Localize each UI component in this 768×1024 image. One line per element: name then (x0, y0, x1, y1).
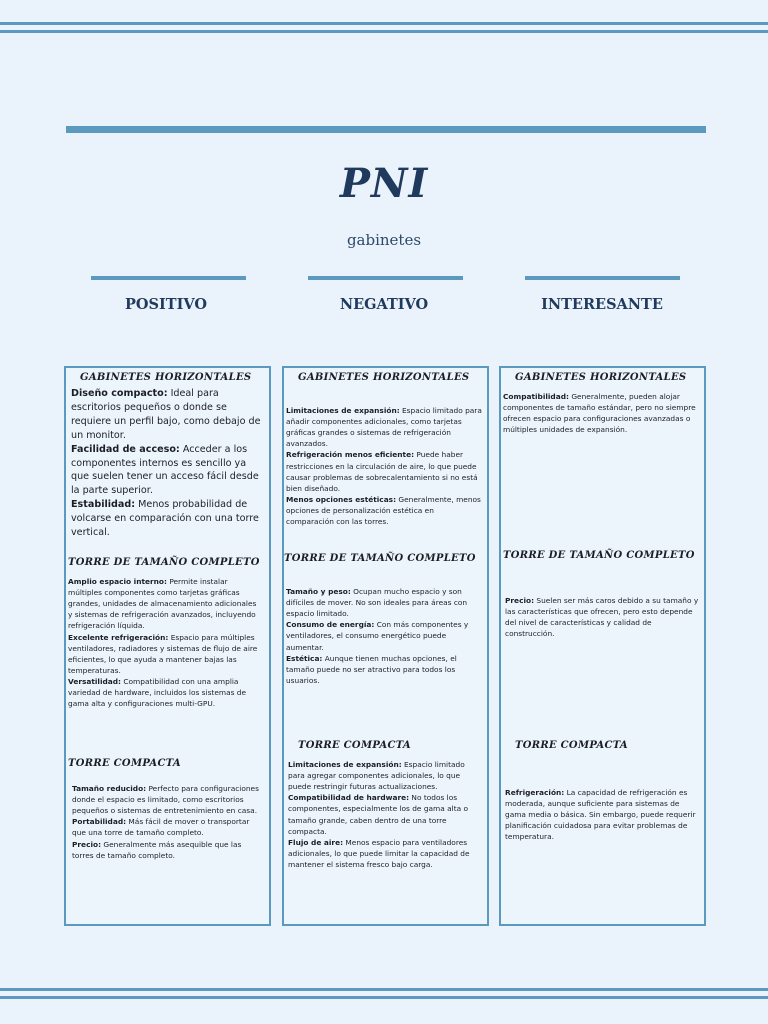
list-item (286, 619, 483, 652)
title-divider (66, 126, 706, 133)
item-text: Ideal para escritorios pequeños o donde se requiere un perfil bajo, como debajo de un monitor. (71, 388, 261, 441)
item-text: No todos los componentes, especialmente los de gama alta o tamaño grande, caben dentro de una torre compacta. (288, 793, 469, 836)
item-label: Precio: (505, 596, 535, 605)
section-torre-completo (284, 553, 487, 686)
column-box-negativo (282, 366, 489, 926)
item-label: Refrigeración menos eficiente: (286, 450, 415, 460)
section-torre-compacta (501, 740, 704, 843)
item-text: Más fácil de mover o transportar que una torre de tamaño completo. (72, 817, 250, 838)
list-item (286, 405, 483, 449)
list-item (72, 839, 263, 861)
list-item (72, 816, 263, 838)
item-label: Refrigeración: (505, 788, 565, 797)
item-text: Puede haber restricciones en la circulación de aire, lo que puede causar problemas de sobrecalentamiento si no está bien diseñado. (286, 450, 478, 493)
list-item (505, 787, 700, 843)
item-text: Acceder a los componentes internos es sencillo ya que suelen tener un acceso fácil desde la parte superior. (71, 443, 259, 497)
section-torre-completo (501, 550, 704, 639)
item-text: Espacio limitado para agregar componentes adicionales, lo que puede restringir futuras actualizaciones. (288, 760, 465, 792)
list-item (286, 586, 483, 619)
section-torre-compacta (284, 740, 487, 870)
item-label: Versatilidad: (68, 676, 122, 686)
list-item (71, 443, 261, 499)
column-heading-interesante: INTERESANTE (541, 296, 663, 313)
item-text: Generalmente, menos opciones de personalización estética en comparación con las torres. (286, 494, 481, 527)
section-title: TORRE DE TAMAÑO COMPLETO (503, 550, 695, 561)
item-label: Amplio espacio interno: (68, 577, 167, 586)
item-text: La capacidad de refrigeración es moderada, aunque suficiente para sistemas de gama media o básica. Sin embargo, puede requerir planificación cuidadosa para evitar problemas de temperatura. (505, 788, 696, 842)
item-text: Espacio limitado para añadir componentes adicionales, como tarjetas gráficas grandes o sistemas de refrigeración avanzados. (286, 406, 482, 449)
list-item (68, 676, 263, 709)
column-box-interesante (499, 366, 706, 926)
column-heading-positivo: POSITIVO (125, 296, 207, 313)
item-label: Tamaño reducido: (72, 784, 147, 793)
item-label: Limitaciones de expansión: (286, 406, 400, 415)
section-title: GABINETES HORIZONTALES (80, 372, 252, 383)
bottom-border-line (0, 988, 768, 991)
item-label: Excelente refrigeración: (68, 632, 169, 642)
column-heading-negativo: NEGATIVO (339, 296, 429, 313)
page-title: PNI (339, 160, 429, 207)
list-item (286, 653, 483, 686)
item-label: Compatibilidad de hardware: (288, 793, 410, 803)
section-title: TORRE COMPACTA (515, 740, 628, 751)
section-title: TORRE COMPACTA (68, 758, 181, 769)
item-text: Espacio para múltiples ventiladores, radiadores y sistemas de flujo de aire eficientes, lo que ayuda a mantener bajas las temperaturas. (68, 632, 258, 675)
item-text: Menos espacio para ventiladores adicionales, lo que puede limitar la capacidad de mantener el sistema fresco bajo carga. (288, 837, 470, 869)
item-text: Permite instalar múltiples componentes como tarjetas gráficas grandes, unidades de almacenamiento adicionales y sistemas de refrigeración avanzados, incluyendo refrigeración líquida. (68, 577, 257, 631)
item-text: Generalmente más asequible que las torres de tamaño completo. (72, 839, 242, 860)
column-header-bar (525, 276, 680, 280)
list-item (288, 759, 483, 792)
bottom-border-line (0, 996, 768, 999)
list-item (72, 783, 263, 816)
section-torre-compacta (66, 758, 269, 861)
item-label: Estabilidad: (71, 499, 136, 511)
column-box-positivo (64, 366, 271, 926)
item-text: Compatibilidad con una amplia variedad de hardware, incluidos los sistemas de gama alta y configuraciones multi-GPU. (68, 676, 247, 709)
column-header-bar (91, 276, 246, 280)
list-item (505, 595, 700, 639)
item-text: Generalmente, pueden alojar componentes de tamaño estándar, pero no siempre ofrecen espacio para configuraciones avanzadas o múltiples unidades de expansión. (503, 392, 696, 435)
list-item (286, 494, 483, 527)
column-header-bar (308, 276, 463, 280)
list-item (71, 387, 261, 443)
item-label: Consumo de energía: (286, 620, 375, 630)
section-title: TORRE COMPACTA (298, 740, 411, 751)
list-item (68, 576, 263, 632)
top-border-line (0, 22, 768, 25)
item-label: Diseño compacto: (71, 388, 168, 399)
item-label: Precio: (72, 839, 102, 849)
page-subtitle: gabinetes (346, 231, 422, 249)
item-label: Flujo de aire: (288, 837, 344, 847)
item-text: Con más componentes y ventiladores, el consumo energético puede aumentar. (286, 620, 469, 652)
item-label: Compatibilidad: (503, 392, 569, 401)
item-label: Limitaciones de expansión: (288, 760, 402, 769)
item-text: Perfecto para configuraciones donde el espacio es limitado, como escritorios pequeños o sistemas de entretenimiento en casa. (72, 784, 259, 816)
top-border-line (0, 30, 768, 33)
list-item (288, 837, 483, 870)
item-label: Estética: (286, 653, 323, 663)
item-label: Tamaño y peso: (286, 587, 351, 596)
section-title: GABINETES HORIZONTALES (515, 372, 687, 383)
section-torre-completo (66, 557, 269, 709)
section-title: GABINETES HORIZONTALES (298, 372, 470, 383)
list-item (286, 449, 483, 493)
section-horizontales (66, 372, 269, 540)
list-item (68, 632, 263, 676)
item-text: Ocupan mucho espacio y son difíciles de mover. No son ideales para áreas con espacio limitado. (286, 587, 468, 619)
item-text: Menos probabilidad de volcarse en comparación con una torre vertical. (71, 499, 259, 539)
list-item (71, 498, 261, 540)
item-label: Portabilidad: (72, 817, 127, 827)
section-horizontales (501, 372, 704, 435)
section-horizontales (284, 372, 487, 527)
list-item (288, 792, 483, 836)
section-title: TORRE DE TAMAÑO COMPLETO (68, 557, 260, 568)
item-text: Suelen ser más caros debido a su tamaño y las características que ofrecen, pero esto depende del nivel de características y calidad de construcción. (505, 596, 699, 639)
item-text: Aunque tienen muchas opciones, el tamaño puede no ser atractivo para todos los usuarios. (286, 653, 457, 685)
list-item (503, 391, 700, 435)
item-label: Menos opciones estéticas: (286, 494, 397, 504)
item-label: Facilidad de acceso: (71, 443, 180, 455)
section-title: TORRE DE TAMAÑO COMPLETO (284, 553, 476, 564)
